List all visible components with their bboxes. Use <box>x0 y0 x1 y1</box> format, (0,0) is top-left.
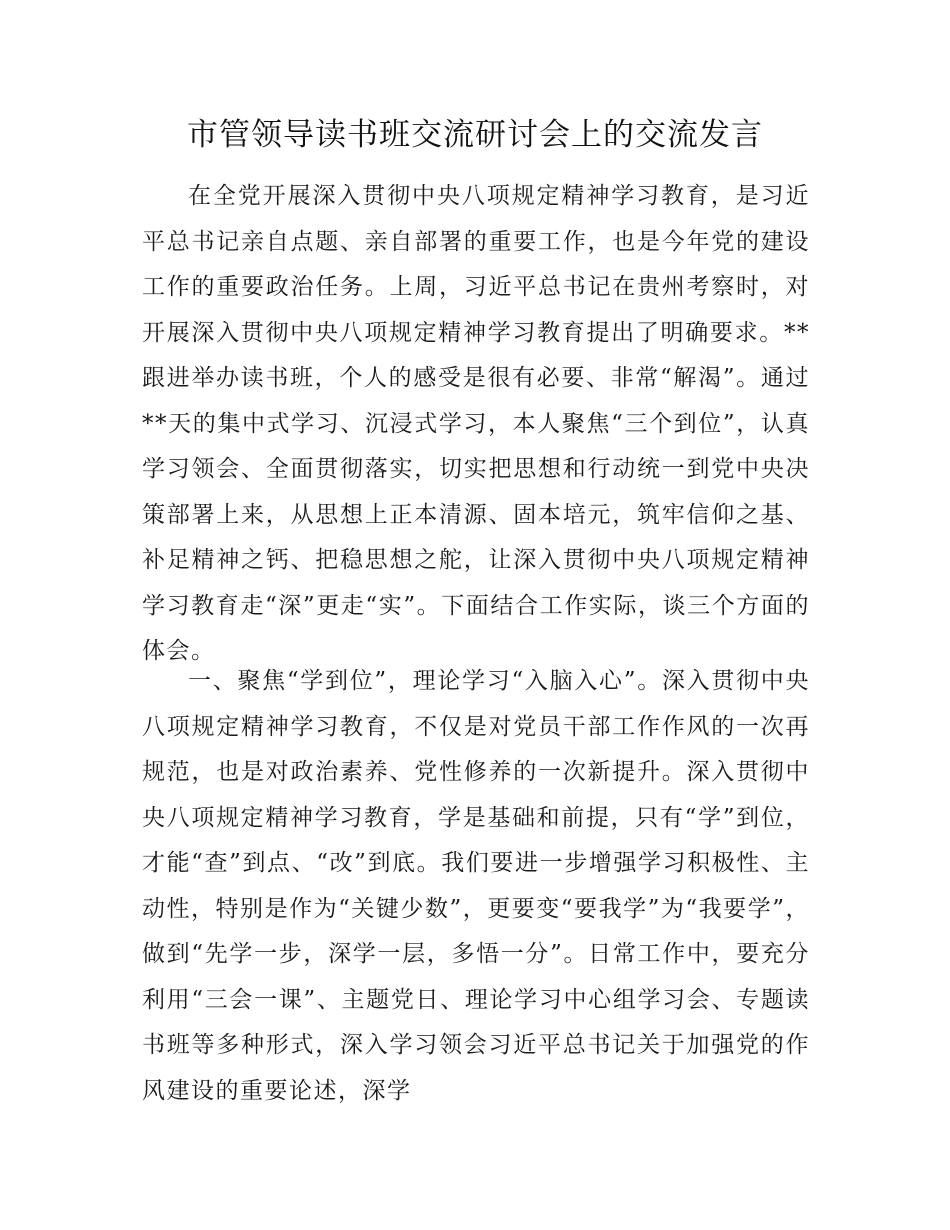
document-title: 市管领导读书班交流研讨会上的交流发言 <box>187 117 763 153</box>
paragraph-intro: 在全党开展深入贯彻中央八项规定精神学习教育，是习近平总书记亲自点题、亲自部署的重要工作，也是今年党的建设工作的重要政治任务。上周，习近平总书记在贵州考察时，对开展深入贯彻中央八项规定精神学习教育提出了明确要求。**跟进举办读书班，个人的感受是很有必要、非常“解渴”。通过**天的集中式学习、沉浸式学习，本人聚焦“三个到位”，认真学习领会、全面贯彻落实，切实把思想和行动统一到党中央决策部署上来，从思想上正本清源、固本培元，筑牢信仰之基、补足精神之钙、把稳思想之舵，让深入贯彻中央八项规定精神学习教育走“深”更走“实”。下面结合工作实际，谈三个方面的体会。 <box>142 183 810 664</box>
paragraph-section-one: 一、聚焦“学到位”，理论学习“入脑入心”。深入贯彻中央八项规定精神学习教育，不仅是对党员干部工作作风的一次再规范，也是对政治素养、党性修养的一次新提升。深入贯彻中央八项规定精神学习教育，学是基础和前提，只有“学”到位，才能“查”到点、“改”到底。我们要进一步增强学习积极性、主动性，特别是作为“关键少数”，更要变“要我学”为“我要学”，做到“先学一步，深学一层，多悟一分”。日常工作中，要充分利用“三会一课”、主题党日、理论学习中心组学习会、专题读书班等多种形式，深入学习领会习近平总书记关于加强党的作风建设的重要论述，深学 <box>142 668 810 1104</box>
